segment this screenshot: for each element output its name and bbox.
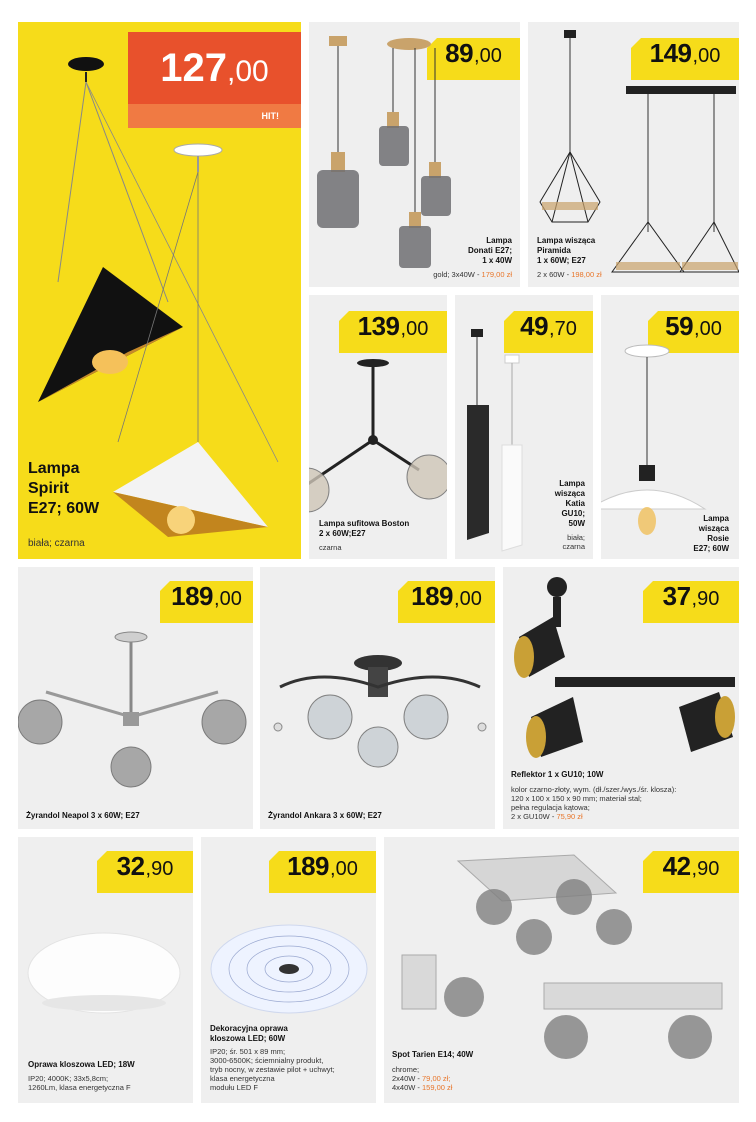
price-tag-rosie: 59 ,00 — [648, 311, 739, 353]
product-title-rosie: Lampa wisząca Rosie E27; 60W — [693, 514, 729, 553]
product-card-piramida[interactable] — [528, 22, 739, 287]
product-desc-reflektor: kolor czarno-złoty, wym. (dł./szer./wys./śr. klosza): 120 x 100 x 150 x 90 mm; materiał stal; pełna regulacja kątowa; 2 x GU10W - 75,90 zł — [511, 785, 677, 821]
product-title-donati: Lampa Donati E27; 1 x 40W — [467, 236, 512, 265]
price-tag-tarien: 42 ,90 — [643, 851, 739, 893]
price-tag-oprawa: 32 ,90 — [97, 851, 193, 893]
tarien-lamp-image — [384, 837, 739, 1103]
product-title-spirit: Lampa Spirit E27; 60W — [28, 460, 100, 517]
neapol-lamp-image — [18, 567, 253, 829]
product-title-neapol: Żyrandol Neapol 3 x 60W; E27 — [26, 811, 140, 820]
product-desc-boston: czarna — [319, 543, 342, 552]
price-big: 127 — [160, 46, 228, 90]
product-card-oprawa[interactable] — [18, 837, 193, 1103]
product-card-ankara[interactable] — [260, 567, 495, 829]
product-desc-katia: biała; czarna — [562, 533, 585, 551]
price-tag-dekoracyjna: 189 ,00 — [269, 851, 376, 893]
price-small: ,00 — [227, 55, 269, 88]
price-tag-boston: 139 ,00 — [339, 311, 447, 353]
price-tag-piramida: 149 ,00 — [631, 38, 739, 80]
price-tag-donati: 89 ,00 — [427, 38, 520, 80]
hit-badge: HIT! — [261, 111, 279, 121]
product-title-katia: Lampa wisząca Katia GU10; 50W — [554, 479, 585, 528]
product-card-rosie[interactable] — [601, 295, 739, 559]
price-tag-neapol: 189 ,00 — [160, 581, 253, 623]
product-title-ankara: Żyrandol Ankara 3 x 60W; E27 — [268, 811, 382, 820]
product-desc-donati: gold; 3x40W - 179,00 zł — [433, 270, 512, 279]
product-desc-oprawa: IP20; 4000K; 33x5,8cm; 1260Lm, klasa energetyczna F — [28, 1074, 131, 1092]
product-title-reflektor: Reflektor 1 x GU10; 10W — [511, 770, 604, 779]
ankara-lamp-image — [260, 567, 495, 829]
product-title-tarien: Spot Tarien E14; 40W — [392, 1050, 474, 1059]
product-card-reflektor[interactable] — [503, 567, 739, 829]
product-desc-tarien: chrome; 2x40W - 79,00 zł; 4x40W - 159,00 zł — [392, 1065, 453, 1092]
price-tag-reflektor: 37 ,90 — [643, 581, 739, 623]
product-desc-spirit: biała; czarna — [28, 538, 85, 549]
product-title-piramida: Lampa wisząca Piramida 1 x 60W; E27 — [537, 236, 596, 265]
product-desc-piramida: 2 x 60W - 198,00 zł — [537, 270, 602, 279]
product-card-dekoracyjna[interactable] — [201, 837, 376, 1103]
product-title-dekoracyjna: Dekoracyjna oprawa kloszowa LED; 60W — [210, 1024, 288, 1043]
product-card-tarien[interactable] — [384, 837, 739, 1103]
product-card-katia[interactable] — [455, 295, 593, 559]
product-card-neapol[interactable] — [18, 567, 253, 829]
product-title-boston: Lampa sufitowa Boston 2 x 60W;E27 — [319, 519, 410, 538]
product-card-donati[interactable] — [309, 22, 520, 287]
product-card-spirit[interactable] — [18, 22, 301, 559]
price-tag-katia: 49 ,70 — [504, 311, 593, 353]
product-desc-dekoracyjna: IP20; śr. 501 x 89 mm; 3000-6500K; ściemnialny produkt, tryb nocny, w zestawie pilot + uchwyt; klasa energetyczna modułu LED F — [210, 1047, 335, 1092]
product-card-boston[interactable] — [309, 295, 447, 559]
product-title-oprawa: Oprawa kloszowa LED; 18W — [28, 1060, 135, 1069]
price-tag-ankara: 189 ,00 — [398, 581, 495, 623]
